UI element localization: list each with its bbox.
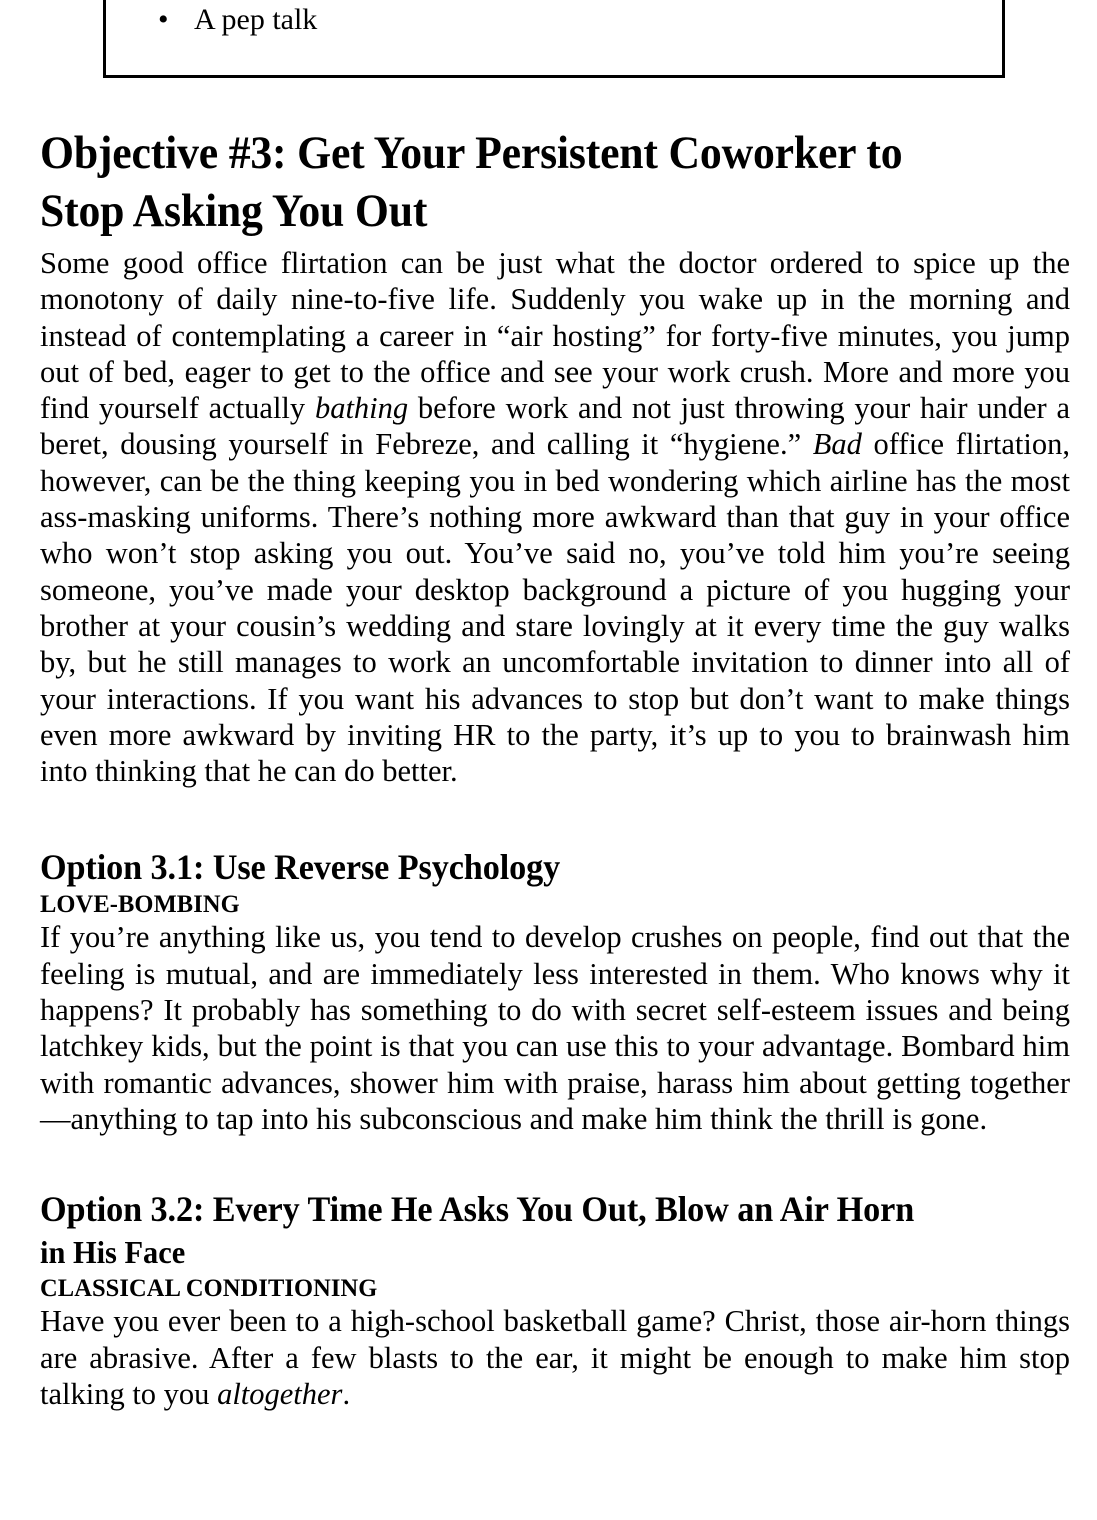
option-3-1-title: Option 3.1: Use Reverse Psychology <box>40 847 561 888</box>
objective-intro-paragraph: Some good office flirtation can be just what the doctor ordered to spice up the monotony of daily nine-to-five life. Suddenly you wake up in the morning and instead of contemplating a career in “air hosting” for forty-five minutes, you jump out of bed, eager to get to the office and see your work crush. More and more you find yourself actually bathing before work and not just throwing your hair under a beret, dousing yourself in Febreze, and calling it “hygiene.” Bad office flirtation, however, can be the thing keeping you in bed wondering which airline has the most ass-masking uniforms. There’s nothing more awkward than that guy in your office who won’t stop asking you out. You’ve said no, you’ve told him you’re seeing someone, you’ve made your desktop background a picture of you hugging your brother at your cousin’s wedding and stare lovingly at it every time the guy walks by, but he still manages to work an uncomfortable invitation to dinner into all of your interactions. If you want his advances to stop but don’t want to make things even more awkward by inviting HR to the party, it’s up to you to brainwash him into thinking that he can do better. <box>40 246 1071 789</box>
section-spacer <box>40 1137 1070 1187</box>
option-3-1-technique-label: LOVE-BOMBING <box>40 889 240 919</box>
option-3-2-title: Option 3.2: Every Time He Asks You Out, Blow an Air Horn <box>40 1189 915 1230</box>
emphasized-text: Bad <box>812 427 862 462</box>
section-spacer <box>40 789 1070 845</box>
option-3-2-paragraph: Have you ever been to a high-school basketball game? Christ, those air-horn things are abrasive. After a few blasts to the ear, it might be enough to make him stop talking to you altogether. <box>40 1304 1070 1411</box>
callout-box <box>103 0 1005 78</box>
bullet-icon: • <box>158 3 169 36</box>
option-3-2-title-continuation: in His Face <box>40 1234 186 1271</box>
emphasized-text: altogether <box>217 1376 343 1411</box>
list-item <box>106 3 1002 37</box>
option-3-1-paragraph: If you’re anything like us, you tend to develop crushes on people, find out that the feeling is mutual, and are immediately less interested in them. Who knows why it happens? It probably has something to do with secret self-esteem issues and being latchkey kids, but the point is that you can use this to your advantage. Bombard him with romantic advances, shower him with praise, harass him about getting together—anything to tap into his subconscious and make him think the thrill is gone. <box>40 920 1070 1136</box>
option-3-2-technique-label: CLASSICAL CONDITIONING <box>40 1273 378 1303</box>
content-flow <box>40 245 1070 1412</box>
callout-list <box>106 3 1002 37</box>
list-item-label: A pep talk <box>194 3 318 36</box>
emphasized-text: bathing <box>314 391 409 426</box>
page-title: Objective #3: Get Your Persistent Coworker to Stop Asking You Out <box>40 127 903 237</box>
